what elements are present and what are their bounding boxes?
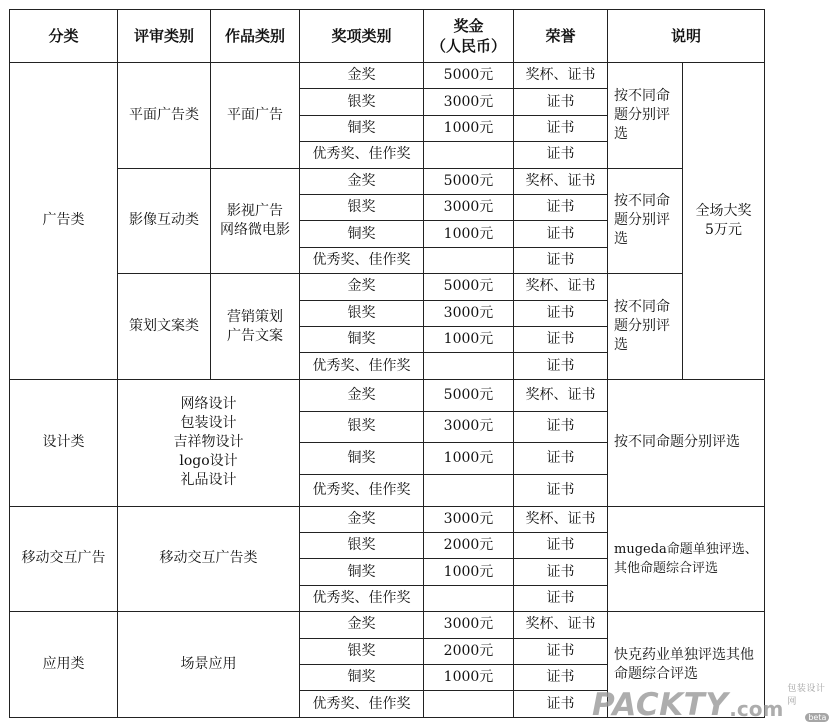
design-item: 包装设计	[180, 415, 237, 432]
work-cell-video	[211, 168, 300, 274]
prize-cell: 3000元	[424, 300, 514, 326]
note-cell-plan: 按不同命题分别评选	[608, 274, 683, 380]
header-row	[10, 10, 765, 63]
award-cell: 优秀奖、佳作奖	[300, 691, 424, 718]
honor-cell: 证书	[514, 327, 608, 353]
note-cell-design: 按不同命题分别评选	[608, 379, 765, 506]
header-note: 说明	[608, 10, 765, 63]
honor-cell: 奖杯、证书	[514, 168, 608, 194]
header-category: 分类	[10, 10, 118, 63]
award-cell: 铜奖	[300, 559, 424, 585]
grand-prize-cell	[683, 63, 765, 380]
award-cell: 铜奖	[300, 443, 424, 475]
award-cell: 金奖	[300, 274, 424, 300]
prize-cell: 1000元	[424, 115, 514, 141]
review-cell-mobile: 移动交互广告类	[118, 506, 300, 612]
honor-cell: 证书	[514, 115, 608, 141]
header-work: 作品类别	[211, 10, 300, 63]
review-cell-video: 影像互动类	[118, 168, 211, 274]
header-prize-line1: 奖金	[453, 17, 484, 35]
award-cell: 优秀奖、佳作奖	[300, 585, 424, 611]
honor-cell: 奖杯、证书	[514, 63, 608, 89]
honor-cell: 证书	[514, 89, 608, 115]
prize-cell: 1000元	[424, 443, 514, 475]
prize-cell: 3000元	[424, 411, 514, 443]
prize-cell: 2000元	[424, 638, 514, 664]
prize-cell: 5000元	[424, 63, 514, 89]
grand-prize-line2: 5万元	[705, 221, 742, 238]
work-video-line1: 影视广告	[227, 202, 283, 219]
review-cell-print: 平面广告类	[118, 63, 211, 169]
award-cell: 金奖	[300, 379, 424, 411]
watermark-subtitle: 包装设计网	[787, 683, 826, 707]
award-cell: 铜奖	[300, 221, 424, 247]
review-cell-app: 场景应用	[118, 612, 300, 718]
category-cell-ad: 广告类	[10, 63, 118, 380]
table-row	[10, 506, 765, 532]
honor-cell: 奖杯、证书	[514, 379, 608, 411]
award-cell: 金奖	[300, 506, 424, 532]
honor-cell: 奖杯、证书	[514, 612, 608, 638]
watermark-badge: beta	[805, 713, 829, 722]
prize-cell: 5000元	[424, 168, 514, 194]
honor-cell: 证书	[514, 443, 608, 475]
table-row	[10, 612, 765, 638]
honor-cell: 奖杯、证书	[514, 274, 608, 300]
prize-cell: 3000元	[424, 612, 514, 638]
prize-cell: 3000元	[424, 506, 514, 532]
design-item: 网络设计	[180, 396, 237, 413]
honor-cell: 证书	[514, 353, 608, 379]
honor-cell: 证书	[514, 142, 608, 168]
award-cell: 优秀奖、佳作奖	[300, 353, 424, 379]
work-video-line2: 网络微电影	[220, 221, 290, 238]
award-cell: 银奖	[300, 638, 424, 664]
honor-cell: 证书	[514, 533, 608, 559]
honor-cell: 证书	[514, 195, 608, 221]
honor-cell: 证书	[514, 638, 608, 664]
honor-cell: 证书	[514, 559, 608, 585]
header-prize-line2: （人民币）	[430, 37, 506, 55]
prize-cell: 2000元	[424, 533, 514, 559]
header-honor: 荣誉	[514, 10, 608, 63]
award-cell: 银奖	[300, 195, 424, 221]
prize-cell-empty	[424, 353, 514, 379]
prize-cell-empty	[424, 142, 514, 168]
award-cell: 铜奖	[300, 665, 424, 691]
note-cell-video: 按不同命题分别评选	[608, 168, 683, 274]
honor-cell: 证书	[514, 411, 608, 443]
header-prize	[424, 10, 514, 63]
honor-cell: 证书	[514, 247, 608, 273]
award-cell: 铜奖	[300, 327, 424, 353]
honor-cell: 证书	[514, 665, 608, 691]
watermark-brand: PACKTY	[592, 687, 729, 723]
work-cell-print: 平面广告	[211, 63, 300, 169]
honor-cell: 证书	[514, 300, 608, 326]
design-items-cell	[118, 379, 300, 506]
design-item: logo设计	[179, 453, 238, 470]
prize-cell: 5000元	[424, 274, 514, 300]
watermark-domain: .com	[729, 697, 784, 721]
honor-cell: 证书	[514, 585, 608, 611]
prize-cell: 1000元	[424, 665, 514, 691]
honor-cell: 奖杯、证书	[514, 506, 608, 532]
prize-cell-empty	[424, 474, 514, 506]
award-cell: 优秀奖、佳作奖	[300, 247, 424, 273]
prize-cell: 1000元	[424, 559, 514, 585]
category-cell-mobile: 移动交互广告	[10, 506, 118, 612]
prize-cell: 1000元	[424, 327, 514, 353]
design-item: 礼品设计	[180, 472, 237, 489]
prize-cell: 5000元	[424, 379, 514, 411]
award-cell: 银奖	[300, 411, 424, 443]
award-cell: 银奖	[300, 533, 424, 559]
honor-cell: 证书	[514, 474, 608, 506]
award-cell: 银奖	[300, 89, 424, 115]
award-cell: 金奖	[300, 168, 424, 194]
prize-cell-empty	[424, 247, 514, 273]
award-cell: 优秀奖、佳作奖	[300, 474, 424, 506]
prize-cell-empty	[424, 691, 514, 718]
note-cell-print: 按不同命题分别评选	[608, 63, 683, 169]
prize-cell: 3000元	[424, 195, 514, 221]
header-award: 奖项类别	[300, 10, 424, 63]
category-cell-design: 设计类	[10, 379, 118, 506]
note-cell-mobile: mugeda命题单独评选、其他命题综合评选	[608, 506, 765, 612]
table-row	[10, 168, 765, 194]
award-cell: 金奖	[300, 63, 424, 89]
category-cell-app: 应用类	[10, 612, 118, 718]
work-cell-plan	[211, 274, 300, 380]
table-row	[10, 379, 765, 411]
grand-prize-line1: 全场大奖	[695, 202, 752, 219]
work-plan-line1: 营销策划	[227, 308, 283, 325]
prize-cell-empty	[424, 585, 514, 611]
review-cell-plan: 策划文案类	[118, 274, 211, 380]
honor-cell: 证书	[514, 221, 608, 247]
prize-cell: 1000元	[424, 221, 514, 247]
prize-cell: 3000元	[424, 89, 514, 115]
award-cell: 优秀奖、佳作奖	[300, 142, 424, 168]
award-table	[9, 9, 765, 718]
table-row	[10, 274, 765, 300]
award-cell: 铜奖	[300, 115, 424, 141]
design-item: 吉祥物设计	[173, 434, 244, 451]
header-review: 评审类别	[118, 10, 211, 63]
award-cell: 银奖	[300, 300, 424, 326]
award-cell: 金奖	[300, 612, 424, 638]
table-row	[10, 63, 765, 89]
note-cell-app: 快克药业单独评选其他命题综合评选	[608, 612, 765, 718]
work-plan-line2: 广告文案	[227, 327, 283, 344]
watermark-side	[787, 681, 829, 722]
honor-cell: 证书	[514, 691, 608, 718]
